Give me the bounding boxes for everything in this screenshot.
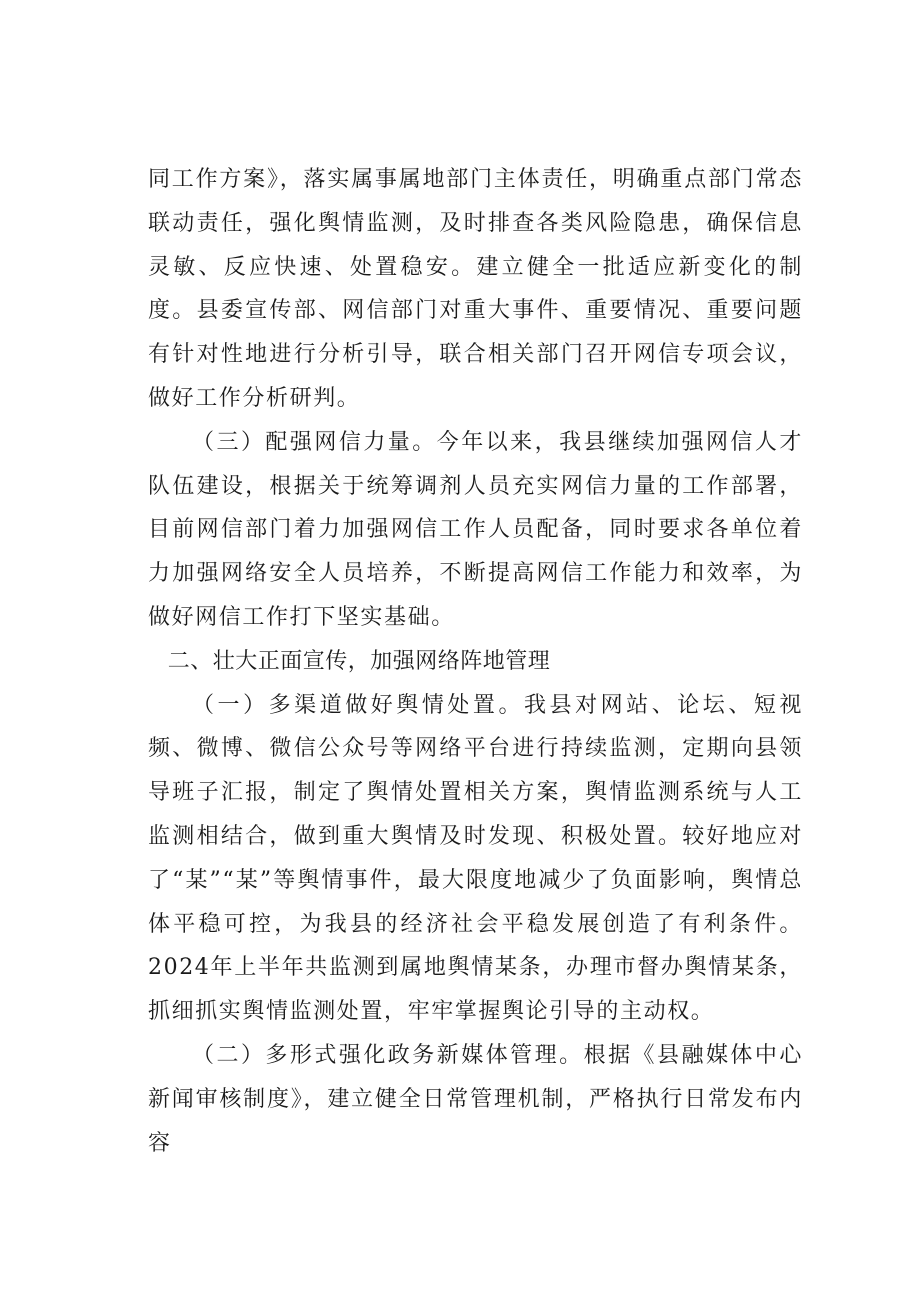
paragraph-continued: 同工作方案》，落实属事属地部门主体责任，明确重点部门常态联动责任，强化舆情监测，及时排查各类风险隐患，确保信息灵敏、反应快速、处置稳安。建立健全一批适应新变化的制度。县委宣传部、网信部门对重大事件、重要情况、重要问题有针对性地进行分析引导，联合相关部门召开网信专项会议，做好工作分析研判。: [148, 167, 803, 411]
paragraph-staffing: （三）配强网信力量。今年以来，我县继续加强网信人才队伍建设，根据关于统筹调剂人员充实网信力量的工作部署，目前网信部门着力加强网信工作人员配备，同时要求各单位着力加强网络安全人员培养，不断提高网信工作能力和效率，为做好网信工作打下坚实基础。: [148, 429, 803, 630]
paragraph-opinion-handling: （一）多渠道做好舆情处置。我县对网站、论坛、短视频、微博、微信公众号等网络平台进行持续监测，定期向县领导班子汇报，制定了舆情处置相关方案，舆情监测系统与人工监测相结合，做到重大舆情及时发现、积极处置。较好地应对了“某”“某”等舆情事件，最大限度地减少了负面影响，舆情总体平稳可控，为我县的经济社会平稳发展创造了有利条件。2024年上半年共监测到属地舆情某条，办理市督办舆情某条，抓细抓实舆情监测处置，牢牢掌握舆论引导的主动权。: [148, 692, 803, 1025]
paragraph-new-media: （二）多形式强化政务新媒体管理。根据《县融媒体中心新闻审核制度》，建立健全日常管理机制，严格执行日常发布内容: [148, 1042, 803, 1156]
section-heading: 二、壮大正面宣传，加强网络阵地管理: [167, 648, 551, 674]
document-body: [148, 158, 803, 1165]
